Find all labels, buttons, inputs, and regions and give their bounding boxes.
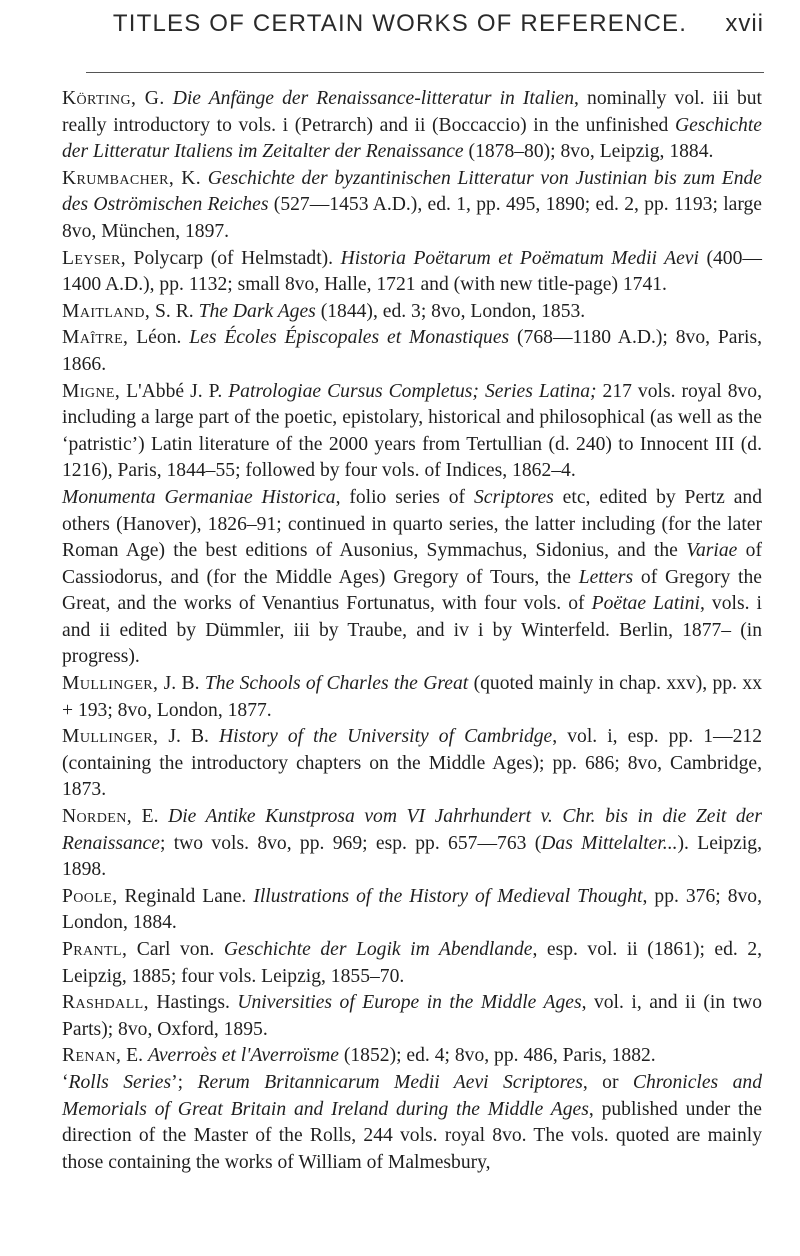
reference-entry	[62, 299, 762, 326]
entry-text: ’;	[171, 1071, 198, 1093]
entry-title: Geschichte der byzantinischen Litteratur von Justinian bis zum Ende des Oströmischen Reiches	[62, 167, 762, 216]
reference-list	[62, 86, 762, 1176]
entry-title: The Schools of Charles the Great	[204, 673, 469, 695]
entry-text: (527—1453 A.D.), ed. 1, pp. 495, 1890; ed. 2, pp. 1193; large 8vo, München, 1897.	[62, 194, 762, 242]
entry-title: Die Antike Kunstprosa vom VI Jahrhundert v. Chr. bis in die Zeit der Renaissance	[62, 806, 762, 854]
entry-author: Poole,	[62, 885, 118, 907]
entry-text: Polycarp (of Helmstadt).	[126, 247, 341, 269]
reference-entry	[62, 86, 762, 166]
entry-text: , vol. i, esp. pp. 1—212 (containing the introductory chapters on the Middle Ages); pp. 686; 8vo, Cambridge, 1873.	[62, 726, 763, 801]
entry-author: Prantl,	[62, 939, 128, 960]
entry-author: Mullinger,	[62, 673, 159, 695]
entry-title: Scriptores	[473, 486, 554, 508]
entry-author: Leyser,	[62, 247, 127, 269]
reference-entry	[62, 1043, 762, 1070]
entry-author: Rashdall,	[62, 992, 149, 1014]
entry-title: Rolls Series	[68, 1071, 172, 1093]
reference-entry	[62, 804, 762, 884]
entry-title: Letters	[578, 566, 634, 588]
entry-text	[201, 168, 208, 189]
entry-text: E.	[132, 806, 169, 828]
entry-text: of Cassiodorus, and (for the Middle Ages) Gregory of Tours, the	[62, 540, 762, 588]
reference-entry	[62, 379, 762, 485]
entry-text: , or	[582, 1071, 633, 1093]
entry-text: , published under the direction of the Master of the Rolls, 244 vols. royal 8vo. The vols. quoted are mainly those containing the works of William of Malmesbury,	[62, 1098, 762, 1173]
entry-text: , vols. i and ii edited by Dümmler, iii by Traube, and iv i by Winterfeld. Berlin, 1877– (in progress).	[62, 593, 763, 668]
entry-title: Historia Poëtarum et Poëmatum Medii Aevi	[340, 247, 699, 269]
entry-title: Les Écoles Épiscopales et Monastiques	[189, 327, 510, 349]
entry-title: Die Anfänge der Renaissance-litteratur in Italien	[172, 88, 575, 109]
entry-title: History of the University of Cambridge	[218, 726, 553, 748]
reference-entry	[62, 485, 762, 671]
entry-title: The Dark Ages	[198, 300, 316, 322]
entry-author: Körting, G.	[62, 88, 165, 109]
entry-text: L'Abbé J. P.	[120, 380, 229, 402]
entry-author: Maitland,	[62, 300, 151, 322]
entry-text: etc, edited by Pertz and others (Hanover), 1826–91; continued in quarto series, the latter including (for the later Roman Age) the best editions of Ausonius, Symmachus, Sidonius, and the	[62, 486, 762, 562]
entry-text: (quoted mainly in chap. xxv), pp. xx + 193; 8vo, London, 1877.	[62, 673, 762, 721]
running-head	[36, 6, 764, 58]
reference-entry	[62, 884, 762, 937]
entry-title: Geschichte der Logik im Abendlande	[223, 939, 533, 960]
entry-text: 217 vols. royal 8vo, including a large part of the poetic, epistolary, historical and philosophical (as well as the ‘patristic’) Latin literature of the 2000 years from Tertullian (d. 240) to Innocent III (d. 1216), Paris, 1844–55; followed by four vols. of Indices, 1862–4.	[62, 380, 762, 482]
entry-text: (1878–80); 8vo, Leipzig, 1884.	[463, 141, 714, 163]
entry-title: Variae	[686, 540, 738, 562]
entry-text: ; two vols. 8vo, pp. 969; esp. pp. 657—763 (	[159, 832, 542, 854]
entry-author: Maître,	[62, 327, 129, 349]
entry-title: Illustrations of the History of Medieval Thought	[253, 885, 643, 907]
entry-title: Poëtae Latini	[591, 593, 700, 615]
entry-author: Migne,	[62, 380, 121, 402]
entry-title: Universities of Europe in the Middle Ages	[237, 992, 582, 1014]
entry-text: , vol. i, and ii (in two Parts); 8vo, Oxford, 1895.	[62, 992, 763, 1040]
entry-text: , folio series of	[335, 486, 474, 508]
reference-entry	[62, 325, 762, 378]
entry-title: Monumenta Germaniae Historica	[62, 486, 336, 508]
entry-text: , pp. 376; 8vo, London, 1884.	[62, 885, 762, 934]
entry-text: (400—1400 A.D.), pp. 1132; small 8vo, Halle, 1721 and (with new title-page) 1741.	[62, 247, 762, 296]
reference-entry	[62, 724, 762, 804]
entry-text: Hastings.	[148, 992, 238, 1014]
entry-text: ‘	[62, 1071, 69, 1093]
reference-entry	[62, 937, 762, 990]
reference-entry	[62, 246, 762, 299]
entry-text: S. R.	[150, 300, 199, 322]
entry-text: , nominally vol. iii but really introductory to vols. i (Petrarch) and ii (Boccaccio) in the unfinished	[62, 88, 762, 136]
entry-title: Averroès et l'Averroïsme	[147, 1045, 339, 1067]
entry-text: ). Leipzig, 1898.	[62, 832, 762, 881]
entry-title: Patrologiae Cursus Completus; Series Latina;	[228, 380, 597, 402]
entry-text: Carl von.	[127, 939, 224, 960]
entry-text: (1844), ed. 3; 8vo, London, 1853.	[315, 300, 586, 322]
entry-text: , esp. vol. ii (1861); ed. 2, Leipzig, 1885; four vols. Leipzig, 1855–70.	[62, 939, 763, 987]
entry-text: (1852); ed. 4; 8vo, pp. 486, Paris, 1882.	[338, 1045, 656, 1067]
entry-author: Norden,	[62, 806, 133, 828]
entry-author: Renan,	[62, 1045, 122, 1067]
running-title: TITLES OF CERTAIN WORKS OF REFERENCE.	[112, 10, 688, 37]
page-number: xvii	[725, 10, 764, 37]
reference-entry	[62, 1070, 762, 1176]
entry-title: Geschichte der Litteratur Italiens im Zeitalter der Renaissance	[62, 114, 762, 163]
entry-title: Chronicles and Memorials of Great Britain and Ireland during the Middle Ages	[62, 1071, 763, 1120]
reference-entry	[62, 671, 762, 724]
entry-author: Krumbacher, K.	[62, 167, 202, 189]
entry-title: Rerum Britannicarum Medii Aevi Scriptores	[197, 1071, 583, 1093]
reference-entry	[62, 990, 762, 1043]
entry-title: Das Mittelalter...	[541, 832, 678, 854]
entry-text: of Gregory the Great, and the works of Venantius Fortunatus, with four vols. of	[62, 566, 762, 615]
entry-text: Léon.	[128, 327, 190, 349]
entry-text: (768—1180 A.D.); 8vo, Paris, 1866.	[62, 327, 762, 375]
entry-text	[165, 88, 173, 109]
header-rule	[86, 72, 764, 73]
reference-entry	[62, 166, 762, 246]
entry-text: J. B.	[158, 726, 219, 748]
entry-author: Mullinger,	[62, 726, 159, 748]
entry-text: E.	[121, 1045, 148, 1067]
entry-text: J. B.	[158, 673, 205, 695]
entry-text: Reginald Lane.	[117, 885, 254, 907]
